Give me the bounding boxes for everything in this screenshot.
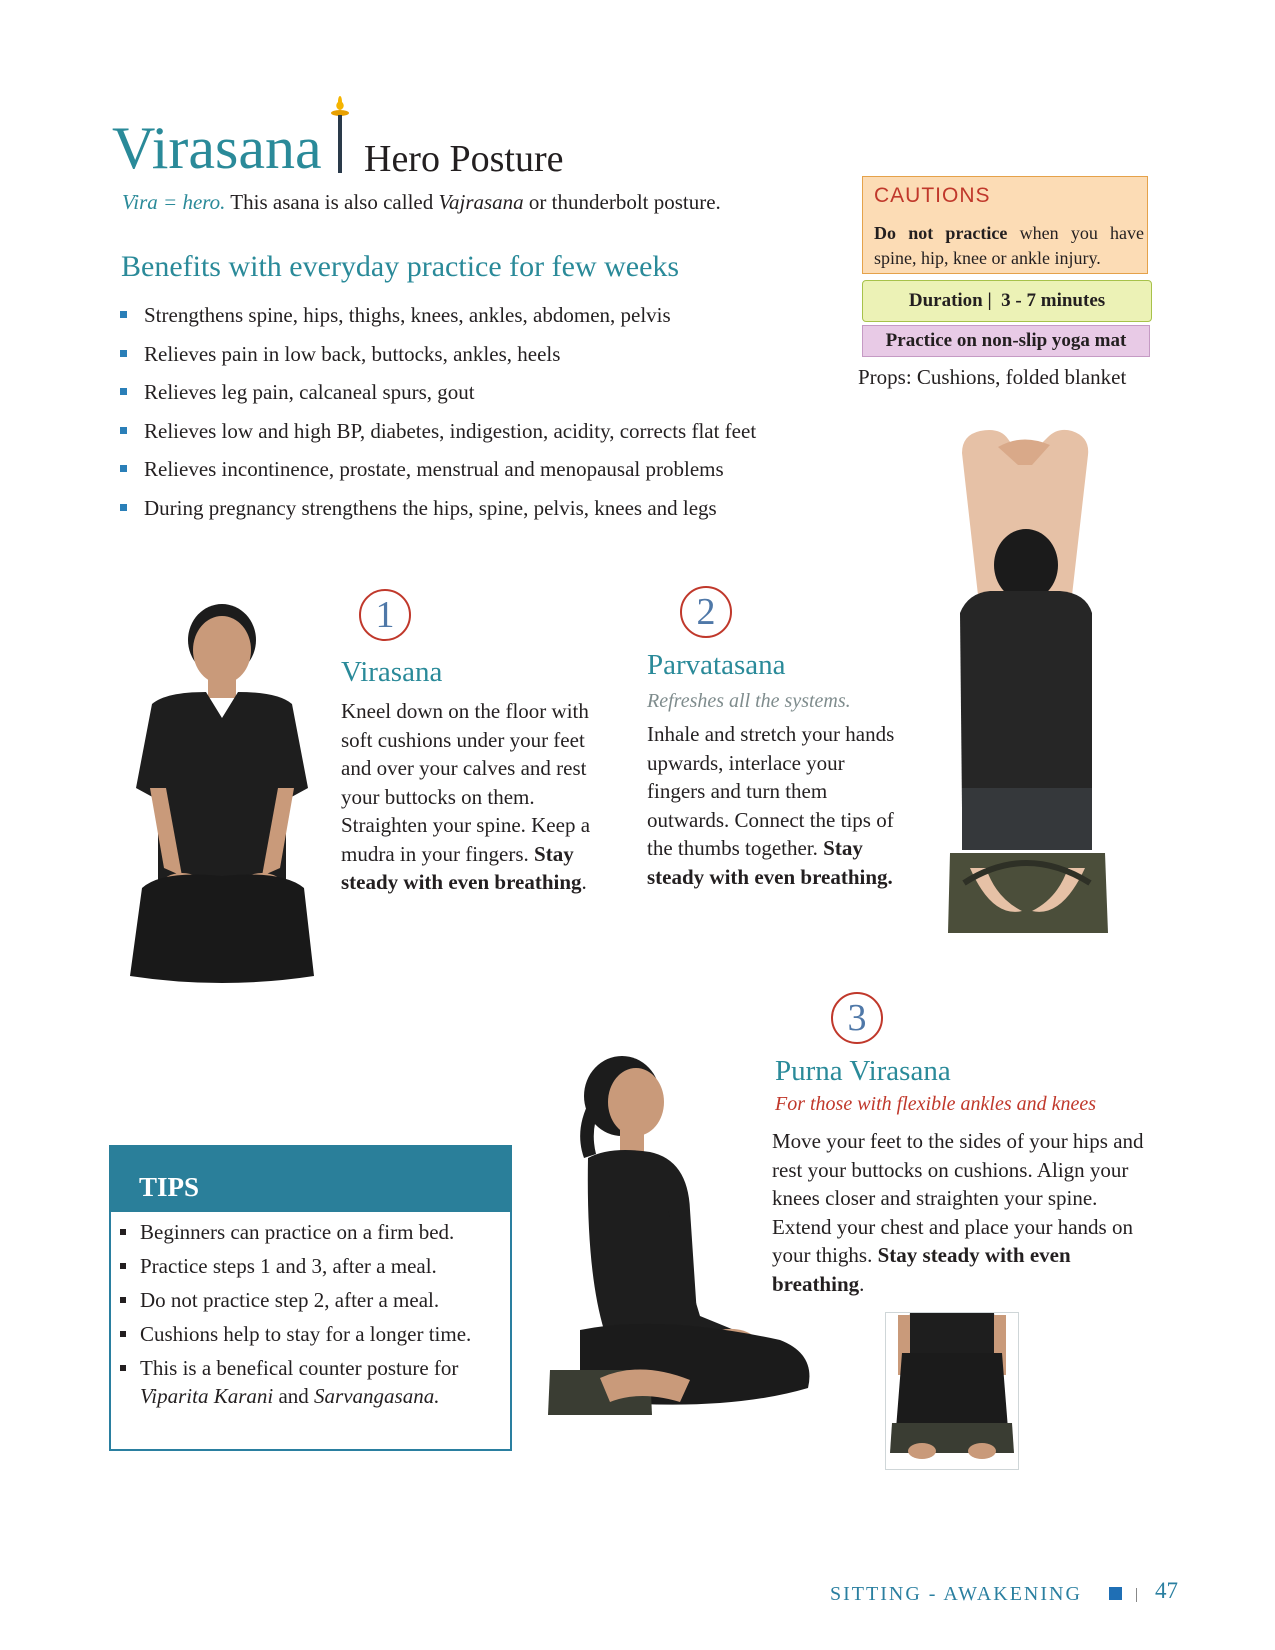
cautions-title: CAUTIONS <box>874 184 991 207</box>
tips-list <box>116 1218 508 1416</box>
mat-note: Practice on non-slip yoga mat <box>862 325 1150 357</box>
step-3-end: . <box>859 1271 865 1296</box>
list-item: Relieves pain in low back, buttocks, ankles, heels <box>118 339 756 378</box>
list-item: Beginners can practice on a firm bed. <box>116 1218 508 1246</box>
page-subtitle: Hero Posture <box>364 138 564 180</box>
step-1-number: 1 <box>359 589 411 641</box>
list-item <box>116 1354 508 1410</box>
cautions-detail: when you have spine, hip, knee or ankle injury. <box>874 223 1145 268</box>
intro-alt-name: Vajrasana <box>438 190 524 214</box>
list-item: Practice steps 1 and 3, after a meal. <box>116 1252 508 1280</box>
virasana-figure <box>110 588 335 1008</box>
step-2-name: Parvatasana <box>647 649 786 681</box>
step-3-number: 3 <box>831 992 883 1044</box>
step-1-text <box>341 697 606 897</box>
list-item: Do not practice step 2, after a meal. <box>116 1286 508 1314</box>
cautions-bold: Do not practice <box>874 223 1008 243</box>
page-title: Virasana <box>112 115 322 181</box>
step-2-text <box>647 720 905 891</box>
benefits-list <box>118 300 756 531</box>
list-item: Relieves low and high BP, diabetes, indigestion, acidity, corrects flat feet <box>118 416 756 455</box>
props-note: Props: Cushions, folded blanket <box>858 365 1127 389</box>
list-item: Strengthens spine, hips, thighs, knees, ankles, abdomen, pelvis <box>118 300 756 339</box>
parvatasana-figure <box>940 413 1115 968</box>
step-2-bold: Stay steady with even breathing. <box>647 836 893 889</box>
step-1-end: . <box>581 870 587 894</box>
footer-square-icon <box>1109 1587 1122 1600</box>
step-3-subtitle: For those with flexible ankles and knees <box>775 1093 1097 1115</box>
footer-divider <box>1136 1588 1137 1602</box>
list-item: Cushions help to stay for a longer time. <box>116 1320 508 1348</box>
duration-box <box>862 280 1152 322</box>
cautions-text <box>874 221 1144 271</box>
intro-text: This asana is also called <box>225 190 439 214</box>
intro-text-end: or thunderbolt posture. <box>523 190 721 214</box>
benefits-heading: Benefits with everyday practice for few weeks <box>121 250 680 283</box>
footer-section: SITTING - AWAKENING <box>830 1583 1082 1605</box>
lamp-icon <box>326 96 366 186</box>
intro-meaning: Vira = hero. <box>122 190 226 214</box>
list-item: During pregnancy strengthens the hips, spine, pelvis, knees and legs <box>118 493 756 532</box>
tip-pose-2: Sarvangasana. <box>314 1384 440 1408</box>
step-2-number: 2 <box>680 586 732 638</box>
page-number: 47 <box>1155 1578 1178 1603</box>
purna-virasana-figure <box>540 1030 840 1450</box>
tips-title: TIPS <box>139 1172 200 1202</box>
tip-and: and <box>273 1384 315 1408</box>
duration-value: 3 - 7 minutes <box>1001 290 1106 311</box>
step-3-name: Purna Virasana <box>775 1055 951 1087</box>
duration-label: Duration | <box>908 290 992 311</box>
tip-pose-1: Viparita Karani <box>140 1384 274 1408</box>
list-item: Relieves leg pain, calcaneal spurs, gout <box>118 377 756 416</box>
step-1-body: Kneel down on the floor with soft cushions under your feet and over your calves and rest your buttocks on them. Straighten your spine. Keep a mudra in your fingers. <box>341 699 591 866</box>
step-3-body: Move your feet to the sides of your hips and rest your buttocks on cushions. Align your knees closer and straighten your spine. Extend your chest and place your hands on your thighs. <box>772 1129 1144 1267</box>
step-1-name: Virasana <box>341 656 443 688</box>
step-2-subtitle: Refreshes all the systems. <box>647 690 851 712</box>
step-1-bold: Stay steady with even breathing <box>341 841 582 894</box>
tip-text: This is a benefical counter posture for <box>140 1356 459 1380</box>
back-view-figure <box>885 1312 1019 1470</box>
list-item: Relieves incontinence, prostate, menstrual and menopausal problems <box>118 454 756 493</box>
intro-line <box>122 190 721 215</box>
step-3-bold: Stay steady with even breathing <box>772 1243 1071 1296</box>
step-2-body: Inhale and stretch your hands upwards, interlace your fingers and turn them outwards. Connect the tips of the thumbs together. <box>647 722 895 860</box>
